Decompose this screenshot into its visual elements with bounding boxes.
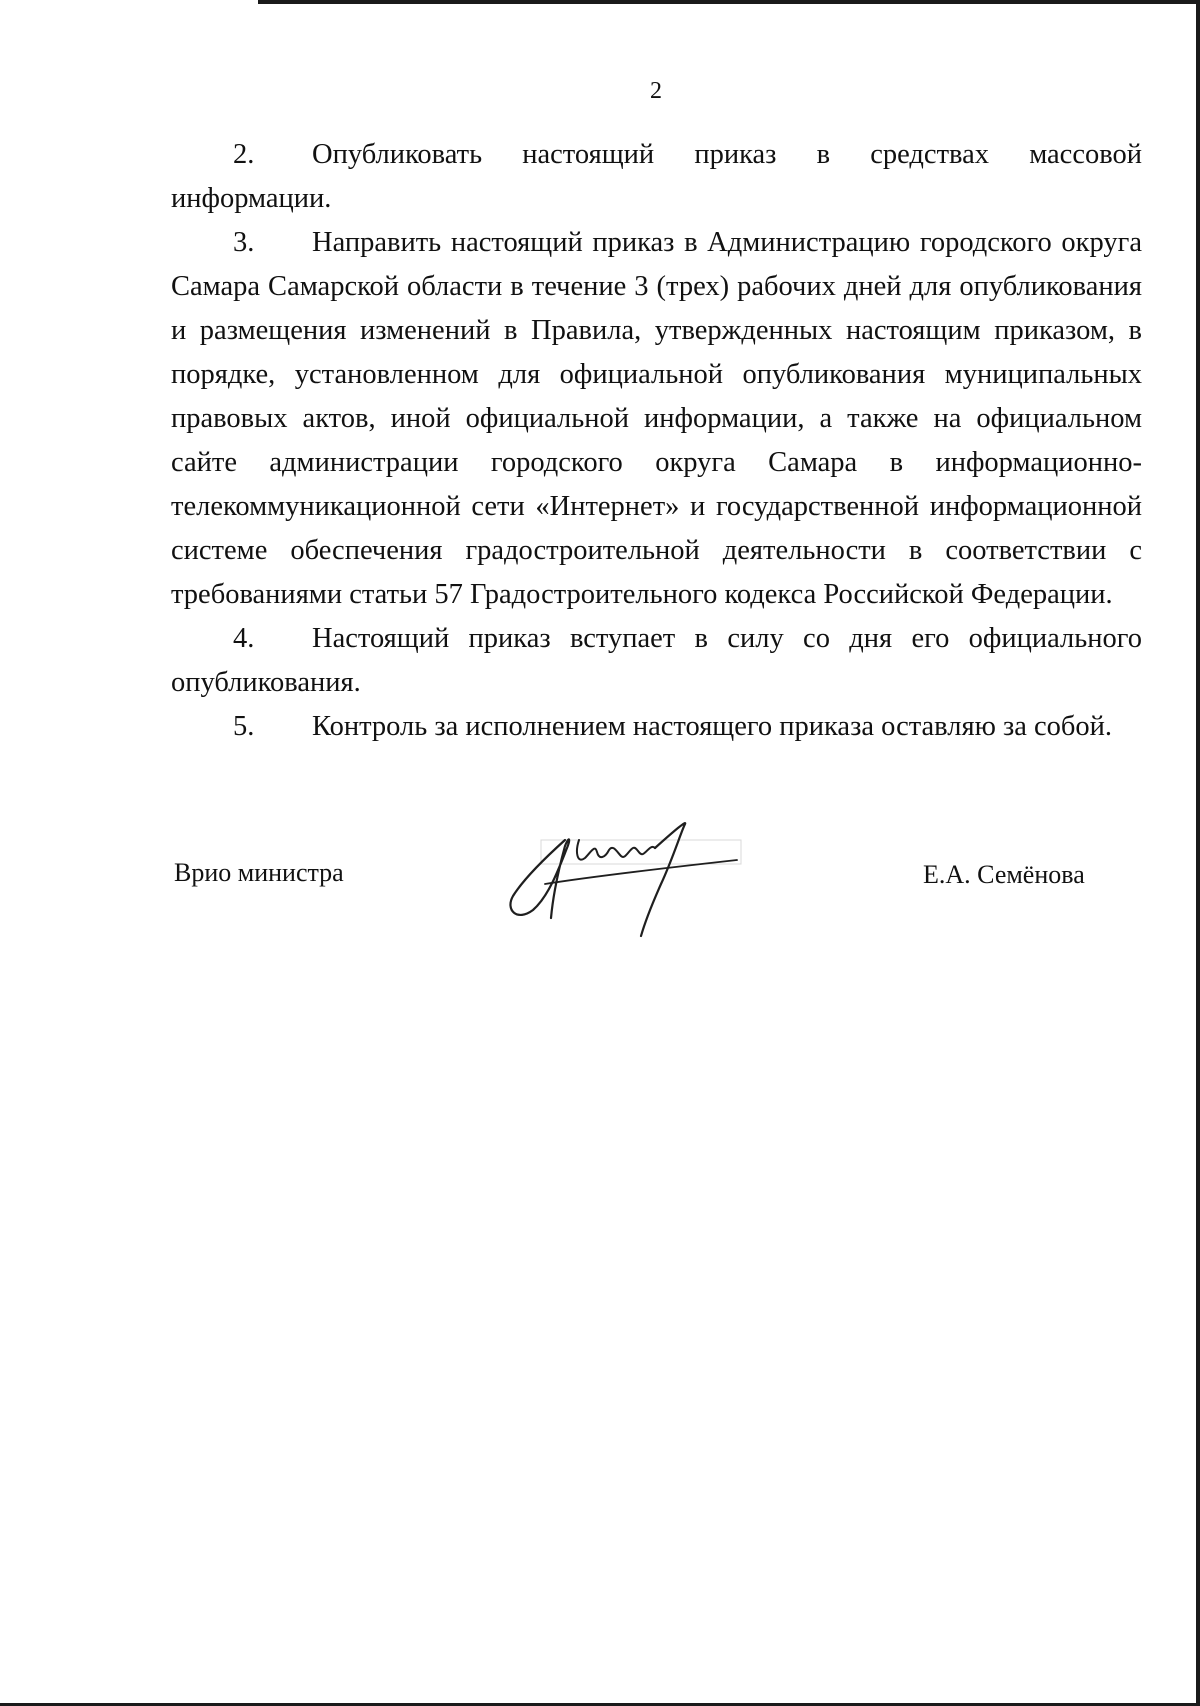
paragraph-number: 3. bbox=[233, 227, 255, 258]
paragraph-4 bbox=[171, 617, 1142, 705]
document-body bbox=[171, 133, 1142, 749]
paragraph-2 bbox=[171, 133, 1142, 221]
paragraph-text: Настоящий приказ вступает в силу со дня его официального опубликования. bbox=[171, 623, 1142, 698]
paragraph-number: 5. bbox=[233, 711, 255, 742]
scan-edge-top bbox=[258, 0, 1200, 4]
signatory-name: Е.А. Семёнова bbox=[923, 860, 1085, 889]
paragraph-3 bbox=[171, 221, 1142, 617]
handwritten-signature bbox=[505, 818, 745, 942]
paragraph-text: Контроль за исполнением настоящего приказа оставляю за собой. bbox=[312, 711, 1113, 742]
signatory-position: Врио министра bbox=[174, 858, 344, 887]
page-number: 2 bbox=[650, 78, 662, 104]
signature-stamp-frame bbox=[541, 840, 741, 864]
paragraph-number: 2. bbox=[233, 139, 255, 170]
paragraph-text: Направить настоящий приказ в Администрацию городского округа Самара Самарской области в течение 3 (трех) рабочих дней для опубликования и размещения изменений в Правила, утвержденных настоящим приказом, в порядке, установленном для официальной опубликования муниципальных правовых актов, иной официальной информации, а также на официальном сайте администрации городского округа Самара в информационно-телекоммуникационной сети «Интернет» и государственной информационной системе обеспечения градостроительной деятельности в соответствии с требованиями статьи 57 Градостроительного кодекса Российской Федерации. bbox=[171, 227, 1142, 610]
paragraph-text: Опубликовать настоящий приказ в средствах массовой информации. bbox=[171, 139, 1142, 214]
paragraph-number: 4. bbox=[233, 623, 255, 654]
paragraph-5 bbox=[171, 705, 1142, 749]
signature-block bbox=[0, 840, 1200, 960]
